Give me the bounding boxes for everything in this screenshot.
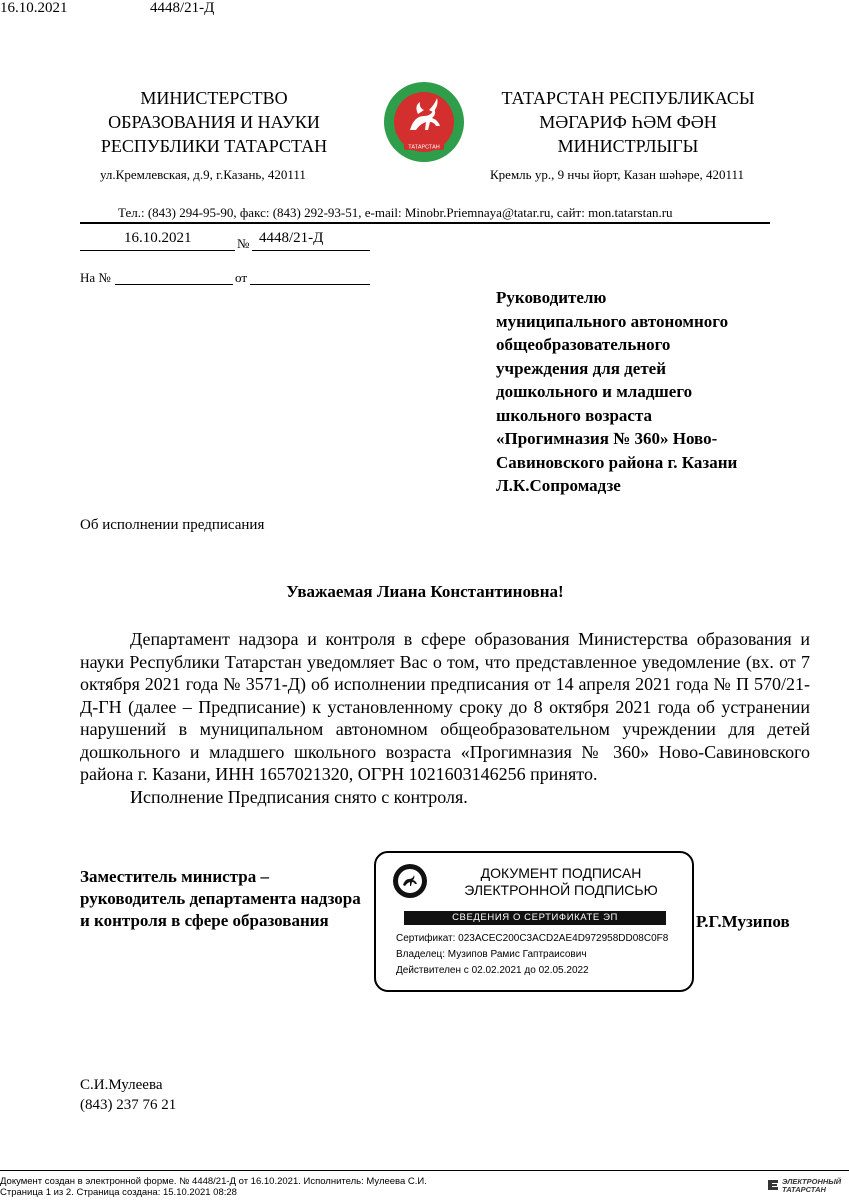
recipient-line: муниципального автономного	[496, 311, 729, 331]
body-paragraph: Департамент надзора и контроля в сфере образования Министерства образования и науки Республики Татарстан уведомляет Вас о том, что представленное уведомление (вх. от 7 октября 2021 года № 3571-Д) об исполнении предписания от 14 апреля 2021 года № П 570/21-Д-ГН (далее – Предписание) к установленному сроку до 8 октября 2021 года об устранении нарушений в муниципальном автономном общеобразовательном учреждении для детей дошкольного и младшего школьного возраста «Прогимназия № 360» Ново-Савиновского района г. Казани, ИНН 1657021320, ОГРН 1021603146256 принято.	[80, 629, 810, 784]
recipient-line: «Прогимназия № 360» Ново-	[496, 429, 718, 448]
reg-date-value: 16.10.2021	[124, 230, 192, 246]
contacts-line: Тел.: (843) 294-95-90, факс: (843) 292-93-51, e-mail: Minobr.Priemnaya@tatar.ru, сайт: mon.tatarstan.ru	[118, 205, 673, 220]
header-number: 4448/21-Д	[150, 0, 215, 16]
recipient-line: Руководителю	[496, 288, 607, 307]
org-ru-block	[84, 86, 344, 158]
letter-body	[80, 628, 810, 808]
reg-number-value: 4448/21-Д	[259, 230, 324, 246]
org-tt-block	[478, 86, 778, 158]
e-signature-stamp	[374, 851, 694, 992]
stamp-emblem-icon	[392, 863, 428, 899]
reg-number-label: №	[237, 236, 250, 251]
footer-text	[0, 1176, 427, 1198]
recipient-line: Л.К.Сопромадзе	[496, 476, 621, 495]
stamp-validity: Действителен с 02.02.2021 до 02.05.2022	[396, 965, 589, 976]
logo-line: ЭЛЕКТРОННЫЙ	[782, 1177, 842, 1186]
footer-rule	[0, 1170, 849, 1171]
stamp-title	[446, 865, 676, 899]
greeting: Уважаемая Лиана Константиновна!	[286, 582, 564, 601]
org-tt-line2: МӘГАРИФ ҺӘМ ФӘН	[539, 112, 717, 132]
org-ru-line3: РЕСПУБЛИКИ ТАТАРСТАН	[100, 136, 328, 156]
signatory-name: Р.Г.Музипов	[696, 912, 790, 931]
executor-phone: (843) 237 76 21	[80, 1097, 177, 1113]
signatory-position-line: Заместитель министра –	[80, 867, 269, 886]
reg-date-line	[80, 250, 235, 251]
signatory-position-line: руководитель департамента надзора	[80, 889, 361, 908]
recipient-line: учреждения для детей	[496, 358, 667, 378]
org-tt-line1: ТАТАРСТАН РЕСПУБЛИКАСЫ	[501, 88, 755, 108]
body-paragraph: Исполнение Предписания снято с контроля.	[130, 786, 468, 807]
letter-subject: Об исполнении предписания	[80, 517, 265, 533]
reply-ref-line	[115, 284, 233, 285]
stamp-certificate: Сертификат: 023ACEC200C3ACD2AE4D972958DD08C0F8	[396, 933, 669, 944]
recipient-line: Савиновского района г. Казани	[496, 452, 738, 472]
electronic-tatarstan-logo-icon	[766, 1178, 780, 1192]
footer-line: Документ создан в электронной форме. № 4448/21-Д от 16.10.2021. Исполнитель: Мулеева С.И.	[0, 1176, 427, 1187]
recipient-block	[496, 286, 796, 498]
org-tt-address: Кремль ур., 9 нчы йорт, Казан шәһәре, 420111	[490, 167, 745, 182]
signatory-position	[80, 866, 420, 932]
reply-from-line	[250, 284, 370, 285]
reply-from-label: от	[235, 270, 248, 285]
tatarstan-coat-of-arms-icon	[382, 80, 466, 164]
org-ru-address: ул.Кремлевская, д.9, г.Казань, 420111	[100, 167, 306, 182]
stamp-title-line: ДОКУМЕНТ ПОДПИСАН	[480, 865, 642, 881]
stamp-cert-header: СВЕДЕНИЯ О СЕРТИФИКАТЕ ЭП	[404, 911, 666, 925]
stamp-title-line: ЭЛЕКТРОННОЙ ПОДПИСЬЮ	[464, 882, 658, 898]
electronic-tatarstan-logo	[782, 1178, 841, 1194]
executor-name: С.И.Мулеева	[80, 1077, 163, 1093]
recipient-line: школьного возраста	[496, 405, 653, 425]
org-ru-line2: ОБРАЗОВАНИЯ И НАУКИ	[108, 112, 320, 132]
recipient-line: общеобразовательного	[496, 335, 671, 354]
footer-line: Страница 1 из 2. Страница создана: 15.10.2021 08:28	[0, 1187, 237, 1198]
reg-number-line	[252, 250, 370, 251]
executor-block	[80, 1075, 176, 1115]
emblem-ribbon-text: ТАТАРСТАН	[408, 144, 440, 151]
logo-line: ТАТАРСТАН	[782, 1185, 826, 1194]
reply-ref-label: На №	[80, 270, 111, 285]
recipient-line: дошкольного и младшего	[496, 382, 693, 401]
signatory-position-line: и контроля в сфере образования	[80, 911, 329, 930]
org-ru-line1: МИНИСТЕРСТВО	[140, 88, 288, 108]
stamp-owner: Владелец: Музипов Рамис Гаптраисович	[396, 949, 587, 960]
org-tt-line3: МИНИСТРЛЫГЫ	[557, 136, 699, 156]
header-date: 16.10.2021	[0, 0, 68, 16]
header-rule	[80, 222, 770, 224]
